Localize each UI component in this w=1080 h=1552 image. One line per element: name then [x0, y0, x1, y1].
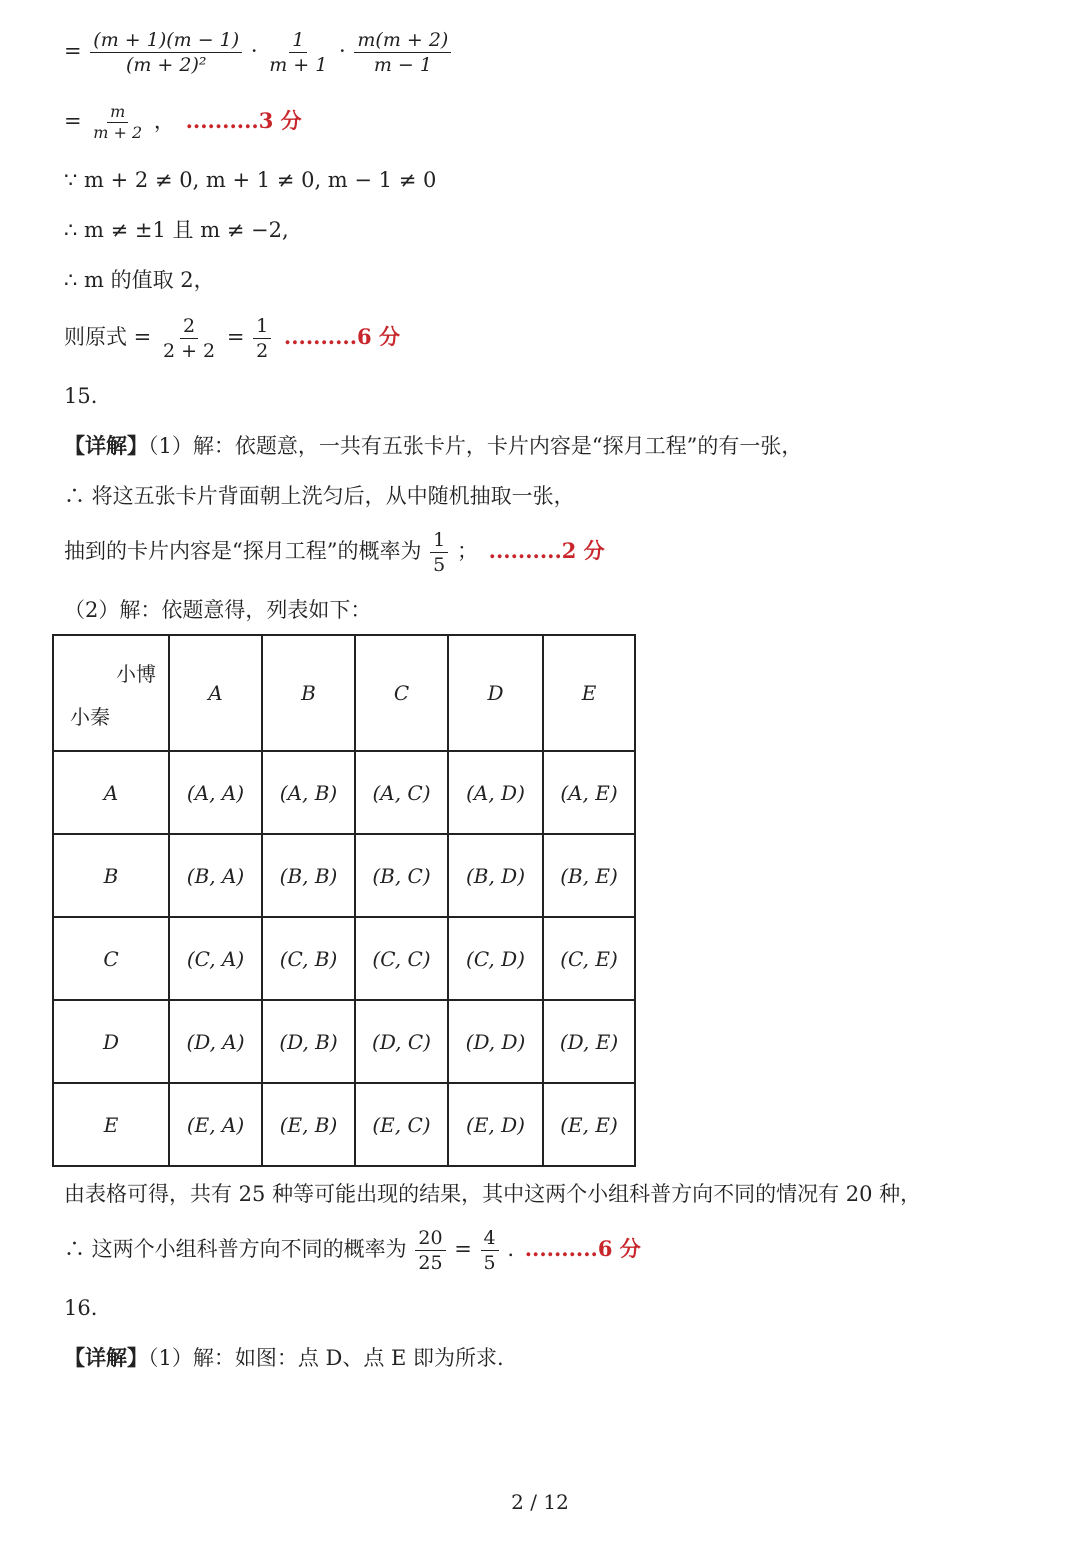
table-cell: (A, C) [355, 751, 448, 834]
table-row [53, 1000, 635, 1083]
table-row [53, 1083, 635, 1166]
probability-line: ∴ 这两个小组科普方向不同的概率为 $\frac{20}{25}$ = $\frac{4}{5}$ . ..........6 分 [64, 1227, 641, 1274]
table-cell: (D, B) [262, 1000, 355, 1083]
table-cell: (E, E) [543, 1083, 635, 1166]
detail-line: 【详解】（1）解：依题意，一共有五张卡片，卡片内容是“探月工程”的有一张， [64, 433, 803, 458]
fraction: $\frac{m}{m + 2}$ [93, 102, 143, 142]
column-header: C [355, 635, 448, 751]
score-marker: ..........6 分 [283, 324, 400, 349]
expression-step-2: = $\frac{m}{m + 2}$ ， ..........3 分 [64, 102, 302, 142]
result-line: 则原式 = $\frac{2}{2 + 2}$ = $\frac{1}{2}$ ..........6 分 [64, 315, 400, 362]
table-corner-cell: 小博 小秦 [53, 635, 169, 751]
table-cell: (B, A) [169, 834, 262, 917]
table-cell: (E, C) [355, 1083, 448, 1166]
table-cell: (D, C) [355, 1000, 448, 1083]
table-cell: (A, D) [448, 751, 543, 834]
outcome-table [52, 634, 636, 1167]
fraction: $\frac{2}{2 + 2}$ [162, 315, 216, 362]
column-header: B [262, 635, 355, 751]
table-cell: (D, A) [169, 1000, 262, 1083]
table-cell: (C, A) [169, 917, 262, 1000]
text-line: （2）解：依题意得，列表如下： [64, 598, 372, 622]
fraction: $\frac{20}{25}$ [415, 1226, 445, 1275]
fraction: $\frac{(m + 1)(m - 1)}{\text{(m + 2)²}}$ [90, 28, 242, 77]
text-line: ∴ 将这五张卡片背面朝上洗匀后，从中随机抽取一张， [64, 484, 575, 508]
table-cell: (A, B) [262, 751, 355, 834]
question-number: 15. [64, 384, 98, 408]
table-row [53, 751, 635, 834]
row-header: B [53, 834, 169, 917]
fraction: $\frac{m(m + 2)}{m - 1}$ [354, 28, 451, 77]
table-cell: (B, C) [355, 834, 448, 917]
table-row [53, 917, 635, 1000]
detail-label: 【详解】 [64, 433, 148, 458]
question-number: 16. [64, 1296, 98, 1320]
table-cell: (C, B) [262, 917, 355, 1000]
expression-step-1: = $\frac{(m + 1)(m - 1)}{\text{(m + 2)²}}$ · $\frac{1}{m + 1}$ · $\frac{m(m + 2)}{m - 1}$ [64, 28, 453, 77]
fraction: $\frac{4}{5}$ [481, 1226, 499, 1275]
table-header-row [53, 635, 635, 751]
row-header: C [53, 917, 169, 1000]
table-cell: (C, C) [355, 917, 448, 1000]
restriction-line: ∴ m ≠ ±1 且 m ≠ −2, [64, 218, 289, 242]
fraction: $\frac{1}{2}$ [253, 314, 271, 363]
table-cell: (E, A) [169, 1083, 262, 1166]
table-cell: (B, D) [448, 834, 543, 917]
table-row [53, 834, 635, 917]
equals-sign: = [64, 39, 82, 63]
value-line: ∴ m 的值取 2， [64, 268, 215, 292]
table-cell: (B, E) [543, 834, 635, 917]
table-cell: (E, D) [448, 1083, 543, 1166]
table-cell: (D, D) [448, 1000, 543, 1083]
row-header: D [53, 1000, 169, 1083]
table-cell: (C, E) [543, 917, 635, 1000]
table-cell: (A, A) [169, 751, 262, 834]
column-header: D [448, 635, 543, 751]
column-header: A [169, 635, 262, 751]
probability-line: 抽到的卡片内容是“探月工程”的概率为 $\frac{1}{5}$ ； ..........2 分 [64, 529, 605, 576]
row-header: E [53, 1083, 169, 1166]
score-marker: ..........2 分 [488, 538, 605, 563]
table-cell: (C, D) [448, 917, 543, 1000]
detail-line: 【详解】（1）解：如图：点 D、点 E 即为所求. [64, 1345, 504, 1370]
score-marker: ..........6 分 [524, 1236, 641, 1261]
fraction: $\frac{1}{m + 1}$ [269, 29, 328, 76]
table-cell: (B, B) [262, 834, 355, 917]
row-header: A [53, 751, 169, 834]
table-cell: (A, E) [543, 751, 635, 834]
condition-line: ∵ m + 2 ≠ 0, m + 1 ≠ 0, m − 1 ≠ 0 [64, 168, 437, 192]
score-marker: ..........3 分 [185, 108, 302, 133]
column-header: E [543, 635, 635, 751]
table-cell: (E, B) [262, 1083, 355, 1166]
text-line: 由表格可得，共有 25 种等可能出现的结果，其中这两个小组科普方向不同的情况有 20 种， [64, 1182, 922, 1206]
table-cell: (D, E) [543, 1000, 635, 1083]
fraction: $\frac{1}{5}$ [430, 528, 448, 577]
detail-label: 【详解】 [64, 1345, 148, 1370]
page-number: 2 / 12 [511, 1490, 569, 1514]
